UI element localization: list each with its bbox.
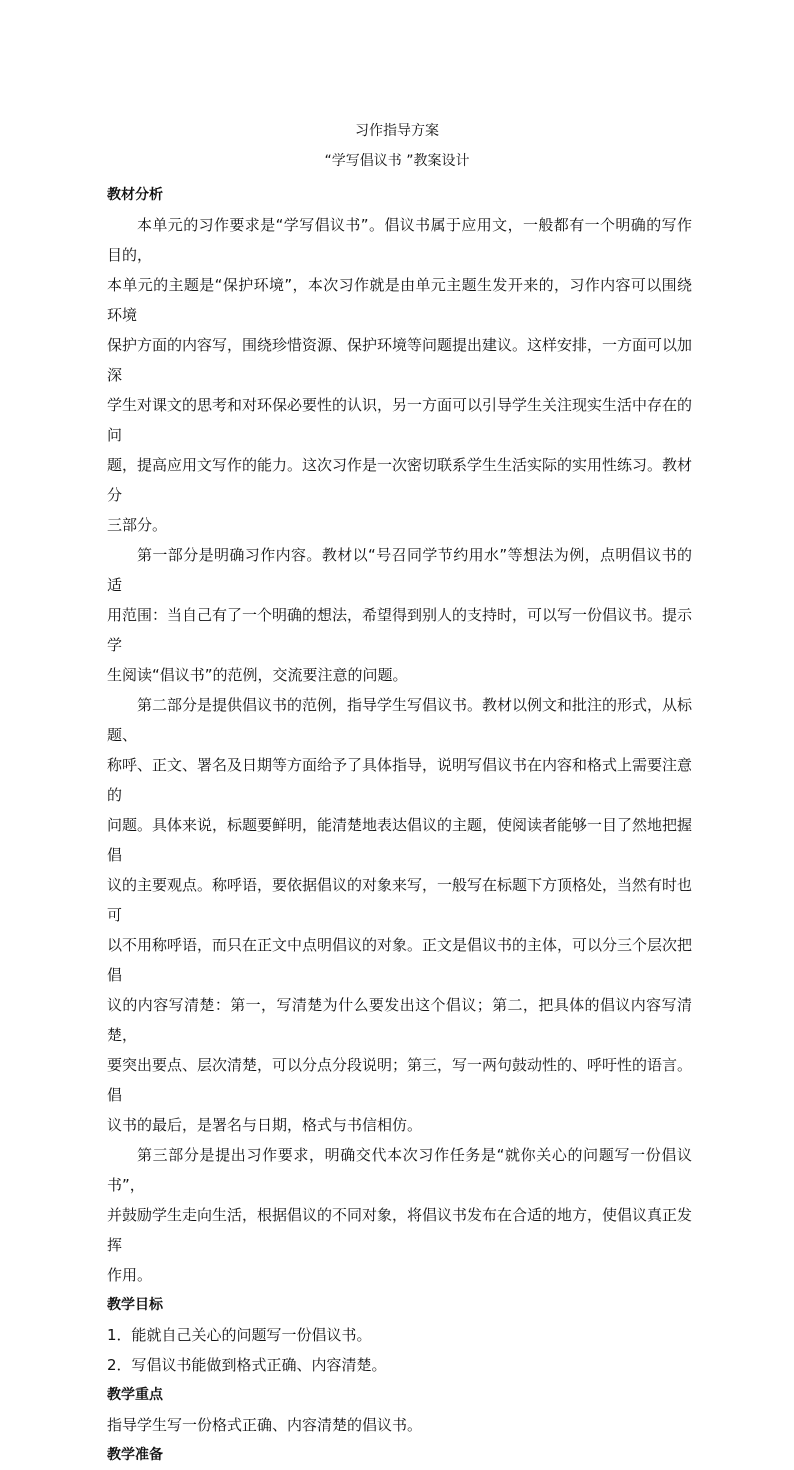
text-line: 三部分。 — [107, 516, 168, 534]
analysis-paragraph-2 — [107, 540, 692, 600]
analysis-paragraph-2-cont — [107, 600, 692, 690]
section-heading-focus: 教学重点 — [107, 1387, 163, 1403]
document-subtitle: “学写倡议书 ”教案设计 — [324, 153, 470, 169]
text-line: 第一部分是明确习作内容。教材以“号召同学节约用水”等想法为例，点明倡议书的适 — [107, 546, 692, 594]
text-line: 以不用称呼语，而只在正文中点明倡议的对象。正文是倡议书的主体，可以分三个层次把倡 — [107, 936, 693, 984]
analysis-paragraph-3 — [107, 690, 692, 750]
text-line: 本单元的主题是“保护环境”，本次习作就是由单元主题生发开来的，习作内容可以围绕环境 — [107, 276, 692, 324]
text-line: 要突出要点、层次清楚，可以分点分段说明；第三，写一两句鼓动性的、呼吁性的语言。倡 — [107, 1056, 693, 1104]
analysis-paragraph-4-cont — [107, 1200, 692, 1290]
text-line: 称呼、正文、署名及日期等方面给予了具体指导，说明写倡议书在内容和格式上需要注意的 — [107, 756, 693, 804]
analysis-paragraph-1 — [107, 210, 692, 330]
text-line: 第二部分是提供倡议书的范例，指导学生写倡议书。教材以例文和批注的形式，从标题、 — [107, 696, 693, 744]
text-line: 作用。 — [107, 1266, 153, 1284]
text-line: 议书的最后，是署名与日期，格式与书信相仿。 — [107, 1116, 423, 1134]
analysis-paragraph-3-cont — [107, 750, 692, 1140]
text-line: 问题。具体来说，标题要鲜明，能清楚地表达倡议的主题，使阅读者能够一目了然地把握倡 — [107, 816, 693, 864]
text-line: 保护方面的内容写，围绕珍惜资源、保护环境等问题提出建议。这样安排，一方面可以加深 — [107, 336, 693, 384]
document-title: 习作指导方案 — [355, 123, 439, 139]
text-line: 议的主要观点。称呼语，要依据倡议的对象来写，一般写在标题下方顶格处，当然有时也可 — [107, 876, 693, 924]
analysis-paragraph-1-cont — [107, 330, 692, 540]
analysis-paragraph-4 — [107, 1140, 692, 1200]
text-line: 用范围：当自己有了一个明确的想法，希望得到别人的支持时，可以写一份倡议书。提示学 — [107, 606, 693, 654]
text-line: 本单元的习作要求是“学写倡议书”。倡议书属于应用文，一般都有一个明确的写作目的， — [107, 216, 692, 264]
text-line: 题，提高应用文写作的能力。这次习作是一次密切联系学生生活实际的实用性练习。教材分 — [107, 456, 693, 504]
text-line: 生阅读“倡议书”的范例，交流要注意的问题。 — [107, 666, 408, 684]
section-heading-analysis: 教材分析 — [107, 187, 163, 203]
text-line: 指导学生写一份格式正确、内容清楚的倡议书。 — [107, 1416, 423, 1434]
goal-item: 2．写倡议书能做到格式正确、内容清楚。 — [107, 1356, 387, 1374]
section-heading-goals: 教学目标 — [107, 1297, 163, 1313]
focus-text — [107, 1410, 692, 1440]
text-line: 并鼓励学生走向生活，根据倡议的不同对象，将倡议书发布在合适的地方，使倡议真正发挥 — [107, 1206, 693, 1254]
goals-list — [107, 1320, 692, 1380]
text-line: 第三部分是提出习作要求，明确交代本次习作任务是“就你关心的问题写一份倡议书”， — [107, 1146, 692, 1194]
text-line: 学生对课文的思考和对环保必要性的认识，另一方面可以引导学生关注现实生活中存在的问 — [107, 396, 693, 444]
text-line: 议的内容写清楚：第一，写清楚为什么要发出这个倡议；第二，把具体的倡议内容写清楚， — [107, 996, 692, 1044]
goal-item: 1．能就自己关心的问题写一份倡议书。 — [107, 1326, 372, 1344]
document-body — [107, 180, 692, 1470]
section-heading-prep: 教学准备 — [107, 1447, 163, 1463]
